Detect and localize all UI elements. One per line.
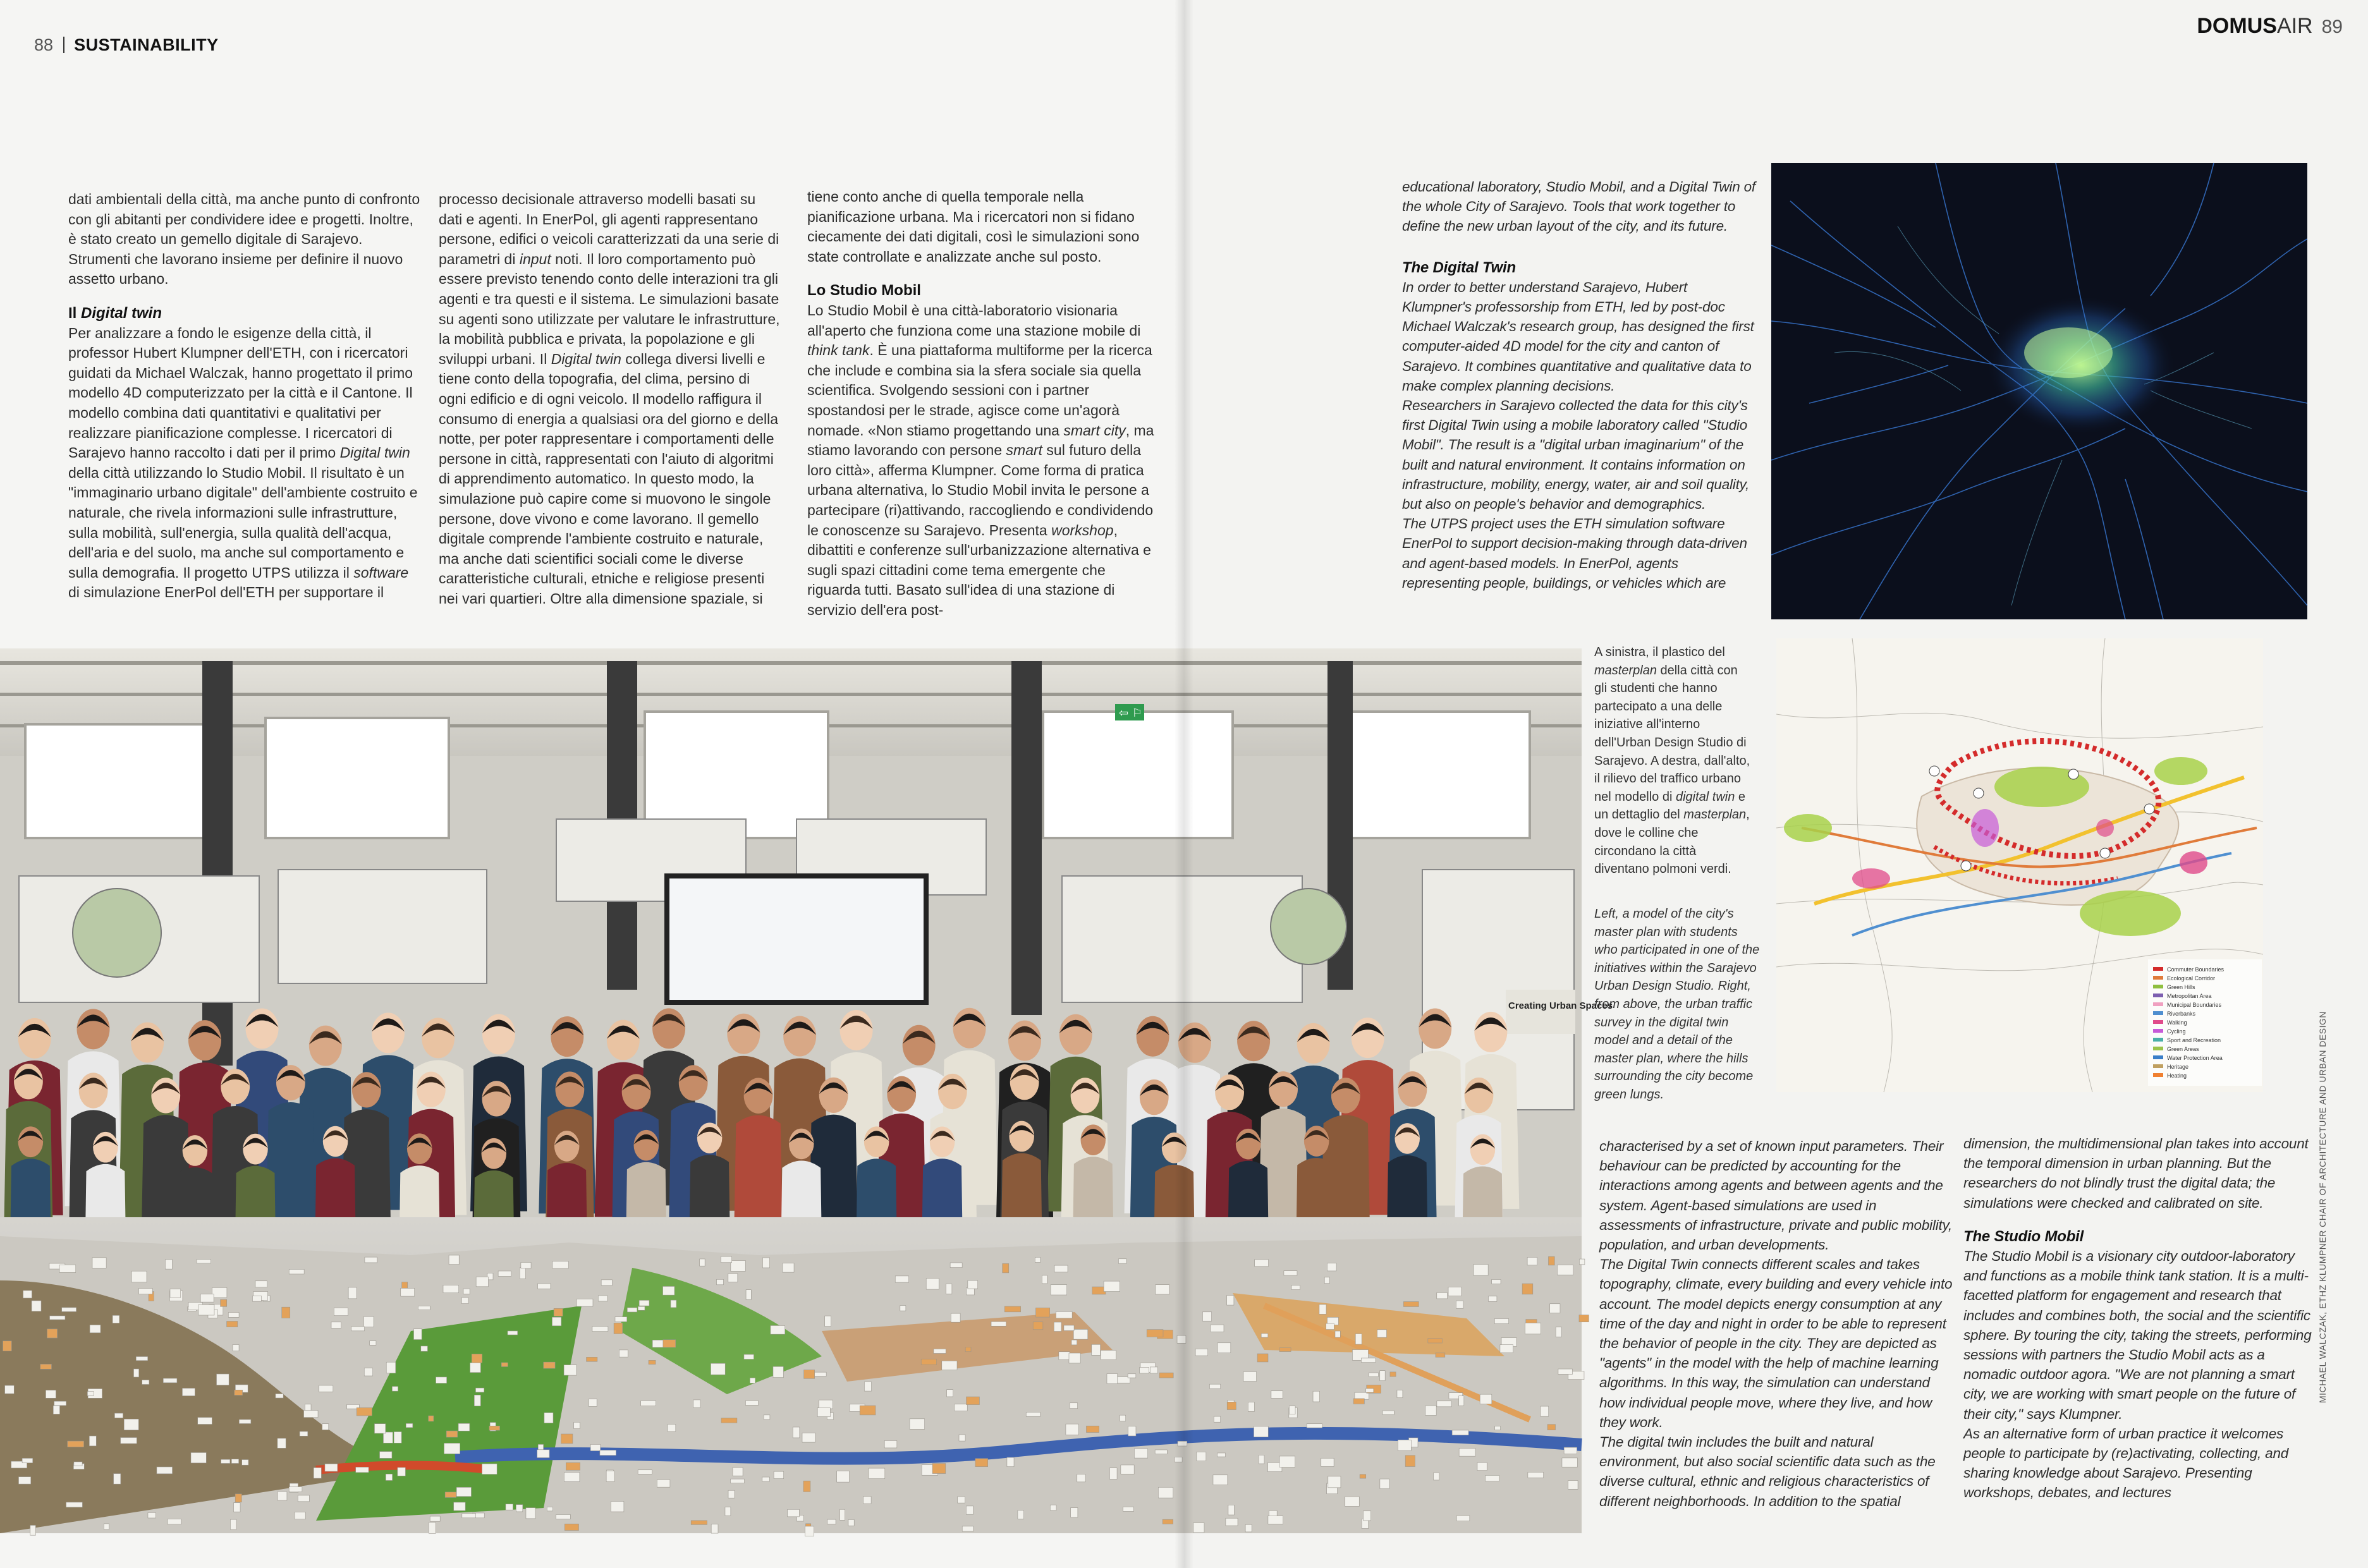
legend-swatch <box>2153 1047 2163 1050</box>
paragraph: tiene conto anche di quella temporale nella pianificazione urbana. Ma i ricercatori non si fidano ciecamente dei dati digitali, così le simulazioni sono state controllate e analizzate anche sul posto. <box>807 188 1140 265</box>
english-column-bottom-2 <box>1963 1134 2317 1503</box>
legend-label: Metropolitan Area <box>2167 993 2212 999</box>
legend-swatch <box>2153 1029 2163 1033</box>
legend-swatch <box>2153 1002 2163 1006</box>
legend-swatch <box>2153 1055 2163 1059</box>
legend-label: Heritage <box>2167 1064 2189 1070</box>
paragraph: Per analizzare a fondo le esigenze della città, il professor Hubert Klumpner dell'ETH, con i ricercatori guidati da Michael Walczak, hanno progettato il primo modello 4D computerizzato per la città e il Cantone. Il modello combina dati quantitativi e qualitativi per realizzare pianificazione complesse. I ricercatori di Sarajevo hanno raccolto i dati per il primo Digital twin della città utilizzando lo Studio Mobil. Il risultato è un "immaginario urbano digitale" dell'ambiente costruito e naturale, che rivela informazioni sulle infrastrutture, sulla mobilità, sull'energia, sulla qualità dell'acqua, dell'aria e del suolo, ma anche sul comportamento e sulla demografia. Il progetto UTPS utilizza il software di simulazione EnerPol dell'ETH per supportare il <box>68 324 418 601</box>
board-label: Creating Urban Spaces <box>1508 1000 1613 1011</box>
brand-bold: DOMUS <box>2197 14 2277 38</box>
map-legend <box>2148 959 2262 1086</box>
heading-digital-twin-it: Il Digital twin <box>68 304 162 322</box>
caption-italian: A sinistra, il plastico del masterplan della città con gli studenti che hanno partecipato a una delle iniziative all'interno dell'Urban Design Studio di Sarajevo. A destra, dall'alto, il rilievo del traffico urbano nel modello di digital twin e un dettaglio del masterplan, dove le colline che circondano la città diventano polmoni verdi. <box>1594 645 1750 877</box>
english-column-top <box>1402 177 1756 593</box>
legend-label: Cycling <box>2167 1028 2186 1035</box>
paragraph: dati ambientali della città, ma anche punto di confronto con gli abitanti per condividere idee e progetti. Inoltre, è stato creato un gemello digitale di Sarajevo. Strumenti che lavorano insieme per definire il nuovo assetto urbano. <box>68 191 420 288</box>
photo-credit-vertical: MICHAEL WALCZAK, ETHZ KLUMPNER CHAIR OF ARCHITECTURE AND URBAN DESIGN <box>2317 1011 2328 1403</box>
paragraph: As an alternative form of urban practice it welcomes people to participate by (re)activating, collecting, and sharing knowledge about Sarajevo. Presenting workshops, debates, and lectures <box>1963 1425 2289 1501</box>
heading-studio-mobil-it: Lo Studio Mobil <box>807 282 921 300</box>
section-title: SUSTAINABILITY <box>74 35 219 54</box>
paragraph: In order to better understand Sarajevo, Hubert Klumpner's professorship from ETH, led by post-doc Michael Walczak's research group, has designed the first computer-aided 4D model for the city and canton of Sarajevo. It combines quantitative and qualitative data to make complex planning decisions. <box>1402 279 1754 394</box>
legend-label: Riverbanks <box>2167 1011 2196 1017</box>
heading-studio-mobil-en: The Studio Mobil <box>1963 1227 2084 1245</box>
legend-swatch <box>2153 1064 2163 1068</box>
intro-paragraph: educational laboratory, Studio Mobil, and a Digital Twin of the whole City of Sarajevo. Tools that work together to define the new urban layout of the city, and its future. <box>1402 179 1755 234</box>
legend-label: Ecological Corridor <box>2167 975 2216 982</box>
caption-english: Left, a model of the city's master plan with students who participated in one of the initiatives within the Sarajevo Urban Design Studio. Right, from above, the urban traffic survey in the digital twin model and a detail of the master plan, where the hills surrounding the city become green lungs. <box>1594 907 1760 1102</box>
italian-column-1 <box>68 190 422 603</box>
paragraph: characterised by a set of known input parameters. Their behaviour can be predicted by accounting for the interactions among agents and between agents and the system. Agent-based simulations are used in assessments of infrastructure, private and public mobility, population, and urban developments. <box>1599 1138 1953 1253</box>
paragraph: dimension, the multidimensional plan takes into account the temporal dimension in urban planning. But the researchers do not blindly trust the digital data; the simulations were checked and calibrated on site. <box>1963 1136 2309 1211</box>
paragraph: The digital twin includes the built and natural environment, but also social scientific data such as the diverse cultural, ethnic and religious characteristics of different neighborhoods. In addition to the spatial <box>1599 1434 1936 1509</box>
legend-label: Walking <box>2167 1019 2187 1026</box>
right-page-number: 89 <box>2321 16 2343 37</box>
legend-swatch <box>2153 1020 2163 1024</box>
legend-swatch <box>2153 1073 2163 1077</box>
legend-label: Heating <box>2167 1073 2187 1079</box>
italian-column-3 <box>807 187 1161 620</box>
legend-label: Water Protection Area <box>2167 1055 2223 1061</box>
traffic-digital-twin-image <box>1771 163 2307 619</box>
legend-label: Green Hills <box>2167 984 2195 990</box>
legend-swatch <box>2153 967 2163 971</box>
legend-label: Sport and Recreation <box>2167 1037 2221 1043</box>
left-folio <box>34 35 219 55</box>
legend-swatch <box>2153 985 2163 988</box>
paragraph: processo decisionale attraverso modelli basati su dati e agenti. In EnerPol, gli agenti rappresentano persone, edifici o veicoli caratterizzati da una serie di parametri di input noti. Il loro comportamento può essere previsto tenendo conto delle interazioni tra gli agenti e tra questi e il sistema. Le simulazioni basate su agenti sono utilizzate per valutare le infrastrutture, la mobilità pubblica e privata, la popolazione e gli sviluppi urbani. Il Digital twin collega diversi livelli e tiene conto della topografia, del clima, persino di ogni edificio e di ogni veicolo. Il modello raffigura il consumo di energia a qualsiasi ora del giorno e della notte, per poter rappresentare i comportamenti delle persone in città, rappresentati con l'aiuto di algoritmi di apprendimento automatico. In questo modo, la simulazione può capire come si muovono le singole persone, dove vivono e come lavorano. Il gemello digitale comprende l'ambiente costruito e naturale, ma anche dati scientifici sociali come le diverse caratteristiche culturali, etniche e religiose presenti nei vari quartieri. Oltre alla dimensione spaziale, si <box>439 191 780 607</box>
group-photo-city-model <box>0 648 1613 1533</box>
masterplan-map-image <box>1776 638 2263 1092</box>
legend-swatch <box>2153 1038 2163 1042</box>
english-column-bottom-1 <box>1599 1136 1953 1511</box>
paragraph: The Studio Mobil is a visionary city outdoor-laboratory and functions as a mobile think tank station. It is a multi-facetted platform for engagement and research that includes and combines both, the social and the scientific sphere. By touring the city, taking the streets, performing sessions with partners the Studio Mobil acts as a nomadic outdoor agora. "We are not planning a smart city, we are working with smart people on the future of their city," says Klumpner. <box>1963 1248 2312 1422</box>
brand-light: AIR <box>2276 14 2313 38</box>
paragraph: The UTPS project uses the ETH simulation software EnerPol to support decision-making through data-driven and agent-based models. In EnerPol, agents representing people, buildings, or vehicles which are <box>1402 516 1747 591</box>
paragraph: Researchers in Sarajevo collected the data for this city's first Digital Twin using a mobile laboratory called "Studio Mobil". The result is a "digital urban imaginarium" of the built and natural environment. It contains information on infrastructure, mobility, energy, water, air and soil quality, but also on people's behavior and demographics. <box>1402 398 1750 513</box>
paragraph: The Digital Twin connects different scales and takes topography, climate, every building and every vehicle into account. The model depicts energy consumption at any time of the day and night in order to be able to represent the behavior of people in the city. They are depicted as "agents" in the model with the help of machine learning algorithms. In this way, the simulation can understand how individual people move, where they live, and how they work. <box>1599 1256 1953 1430</box>
legend-swatch <box>2153 976 2163 980</box>
paragraph: Lo Studio Mobil è una città-laboratorio visionaria all'aperto che funziona come una stazione mobile di think tank. È una piattaforma multiforme per la ricerca che include e combina sia la sfera sociale sia quella scientifica. Svolgendo sessioni con i partner spostandosi per le strade, agisce come un'agorà nomade. «Non stiamo progettando una smart city, ma stiamo lavorando con persone smart sul futuro della loro città», afferma Klumpner. Come forma di pratica urbana alternativa, lo Studio Mobil invita le persone a partecipare (ri)attivando, raccogliendo e condividendo le conoscenze su Sarajevo. Presenta workshop, dibattiti e conferenze sull'urbanizzazione alternativa e sugli spazi cittadini come tema emergente che riguarda tutti. Basato sull'idea di una stazione di servizio dell'era post- <box>807 301 1154 618</box>
legend-label: Commuter Boundaries <box>2167 966 2225 973</box>
legend-label: Municipal Boundaries <box>2167 1002 2222 1008</box>
magazine-brand <box>2197 14 2343 39</box>
legend-label: Green Areas <box>2167 1046 2199 1052</box>
italian-column-2 <box>439 190 781 609</box>
heading-digital-twin-en: The Digital Twin <box>1402 258 1516 276</box>
left-page-number: 88 <box>34 35 54 54</box>
exit-sign: ⇦ ⚐ <box>1119 707 1142 720</box>
legend-swatch <box>2153 994 2163 997</box>
page-gutter <box>1175 0 1193 1568</box>
legend-swatch <box>2153 1011 2163 1015</box>
